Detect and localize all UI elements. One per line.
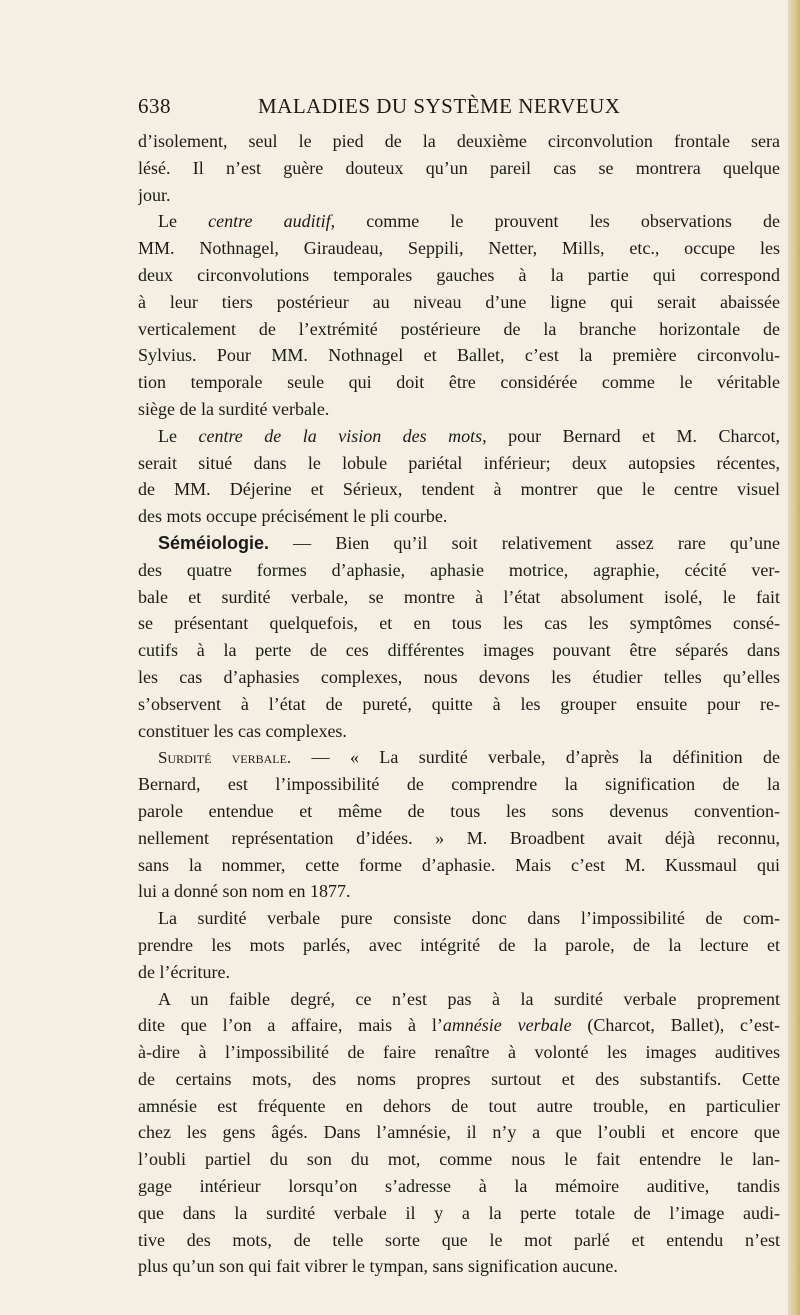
text-line: [138, 476, 780, 503]
text-run: Le: [158, 211, 209, 232]
text-run: s’observent à l’état de pureté, quitte à les grouper ensuite pour re-: [138, 693, 780, 714]
text-run: de MM. Déjerine et Sérieux, tendent à montrer que le centre visuel: [138, 479, 780, 500]
text-run: à leur tiers postérieur au niveau d’une ligne qui serait abaissée: [138, 291, 780, 312]
text-run: les cas d’aphasies complexes, nous devons les étudier telles qu’elles: [138, 666, 780, 687]
text-run: lui a donné son nom en 1877.: [138, 881, 351, 902]
text-run: chez les gens âgés. Dans l’amnésie, il n’y a que l’oubli et encore que: [138, 1122, 780, 1143]
text-run: serait situé dans le lobule pariétal inférieur; deux autopsies récentes,: [138, 452, 780, 473]
text-run: — Bien qu’il soit relativement assez rare qu’une: [269, 532, 780, 553]
text-line: [138, 128, 780, 155]
text-line: [138, 342, 780, 369]
text-line: [138, 986, 780, 1013]
text-line: [138, 289, 780, 316]
body-text: [138, 128, 780, 1280]
text-run: siège de la surdité verbale.: [138, 398, 330, 419]
text-run: Le: [158, 425, 199, 446]
text-run: Sylvius. Pour MM. Nothnagel et Ballet, c’est la première circonvolu-: [138, 345, 780, 366]
text-run: amnésie est fréquente en dehors de tout autre trouble, en particulier: [138, 1095, 780, 1116]
text-line: [138, 316, 780, 343]
text-line: [138, 584, 780, 611]
text-run: des quatre formes d’aphasie, aphasie motrice, agraphie, cécité ver-: [138, 559, 780, 580]
text-run: l’oubli partiel du son du mot, comme nous le fait entendre le lan-: [138, 1149, 780, 1170]
text-run: constituer les cas complexes.: [138, 720, 347, 741]
text-line: [138, 718, 780, 745]
text-run: plus qu’un son qui fait vibrer le tympan, sans signification aucune.: [138, 1256, 618, 1277]
text-line: [138, 1119, 780, 1146]
text-line: [138, 1173, 780, 1200]
text-line: [138, 262, 780, 289]
text-line: [138, 1066, 780, 1093]
text-run: deux circonvolutions temporales gauches à la partie qui correspond: [138, 264, 780, 285]
text-run: de certains mots, des noms propres surtout et des substantifs. Cette: [138, 1068, 780, 1089]
text-line: [138, 771, 780, 798]
subsection-heading: Surdité verbale.: [158, 748, 292, 768]
text-line: [138, 932, 780, 959]
text-run: (Charcot, Ballet), c’est-: [571, 1015, 780, 1036]
text-line: [138, 182, 780, 209]
text-run: tion temporale seule qui doit être considérée comme le véritable: [138, 372, 780, 393]
text-line: [138, 557, 780, 584]
text-run: La surdité verbale pure consiste donc dans l’impossibilité de com-: [158, 908, 780, 929]
running-title: MALADIES DU SYSTÈME NERVEUX: [258, 94, 621, 118]
text-line: [138, 1012, 780, 1039]
text-line: [138, 1039, 780, 1066]
text-run: de l’écriture.: [138, 961, 230, 982]
text-run: sans la nommer, cette forme d’aphasie. Mais c’est M. Kussmaul qui: [138, 854, 780, 875]
text-run: lésé. Il n’est guère douteux qu’un pareil cas se montrera quelque: [138, 157, 780, 178]
text-run: — « La surdité verbale, d’après la définition de: [291, 747, 780, 768]
text-line: [138, 798, 780, 825]
text-run: à-dire à l’impossibilité de faire renaître à volonté les images auditives: [138, 1042, 780, 1063]
text-run: comme le prouvent les observations de: [335, 211, 780, 232]
section-heading: Séméiologie.: [158, 532, 270, 553]
text-line: [138, 691, 780, 718]
text-line: [138, 369, 780, 396]
italic-term: centre de la vision des mots,: [198, 425, 487, 446]
text-run: parole entendue et même de tous les sons devenus convention-: [138, 800, 780, 821]
text-run: des mots occupe précisément le pli courbe.: [138, 506, 448, 527]
text-run: d’isolement, seul le pied de la deuxième circonvolution frontale sera: [138, 131, 780, 151]
text-run: nellement représentation d’idées. » M. Broadbent avait déjà reconnu,: [138, 827, 780, 848]
italic-term: centre auditif,: [208, 211, 336, 232]
text-run: cutifs à la perte de ces différentes images pouvant être séparés dans: [138, 640, 780, 661]
text-run: bale et surdité verbale, se montre à l’état absolument isolé, le fait: [138, 586, 780, 607]
text-line: [138, 530, 780, 557]
text-line: [138, 637, 780, 664]
text-line: [138, 1093, 780, 1120]
italic-term: amnésie verbale: [442, 1015, 572, 1036]
text-run: prendre les mots parlés, avec intégrité de la parole, de la lecture et: [138, 934, 780, 955]
text-run: que dans la surdité verbale il y a la perte totale de l’image audi-: [138, 1202, 780, 1223]
text-line: [138, 825, 780, 852]
text-line: [138, 664, 780, 691]
text-run: tive des mots, de telle sorte que le mot parlé et entendu n’est: [138, 1229, 780, 1250]
text-line: [138, 1146, 780, 1173]
text-line: [138, 503, 780, 530]
text-run: A un faible degré, ce n’est pas à la surdité verbale proprement: [158, 988, 780, 1009]
text-line: [138, 1200, 780, 1227]
page-edge: [788, 0, 800, 1315]
text-run: se présentant quelquefois, et en tous les cas les symptômes consé-: [138, 613, 780, 634]
text-line: [138, 450, 780, 477]
text-run: pour Bernard et M. Charcot,: [486, 425, 780, 446]
text-run: MM. Nothnagel, Giraudeau, Seppili, Netter, Mills, etc., occupe les: [138, 238, 780, 259]
text-line: [138, 905, 780, 932]
text-line: [138, 208, 780, 235]
text-run: verticalement de l’extrémité postérieure de la branche horizontale de: [138, 318, 780, 339]
text-line: [138, 878, 780, 905]
text-line: [138, 852, 780, 879]
text-line: [138, 423, 780, 450]
text-line: [138, 396, 780, 423]
text-line: [138, 744, 780, 771]
text-run: Bernard, est l’impossibilité de comprendre la signification de la: [138, 774, 780, 795]
text-line: [138, 155, 780, 182]
text-line: [138, 610, 780, 637]
text-line: [138, 1227, 780, 1254]
text-run: dite que l’on a affaire, mais à l’: [138, 1015, 443, 1036]
text-run: gage intérieur lorsqu’on s’adresse à la mémoire auditive, tandis: [138, 1176, 780, 1197]
text-line: [138, 959, 780, 986]
page-number: 638: [138, 94, 171, 118]
text-run: jour.: [138, 184, 171, 205]
text-line: [138, 235, 780, 262]
text-line: [138, 1253, 780, 1280]
